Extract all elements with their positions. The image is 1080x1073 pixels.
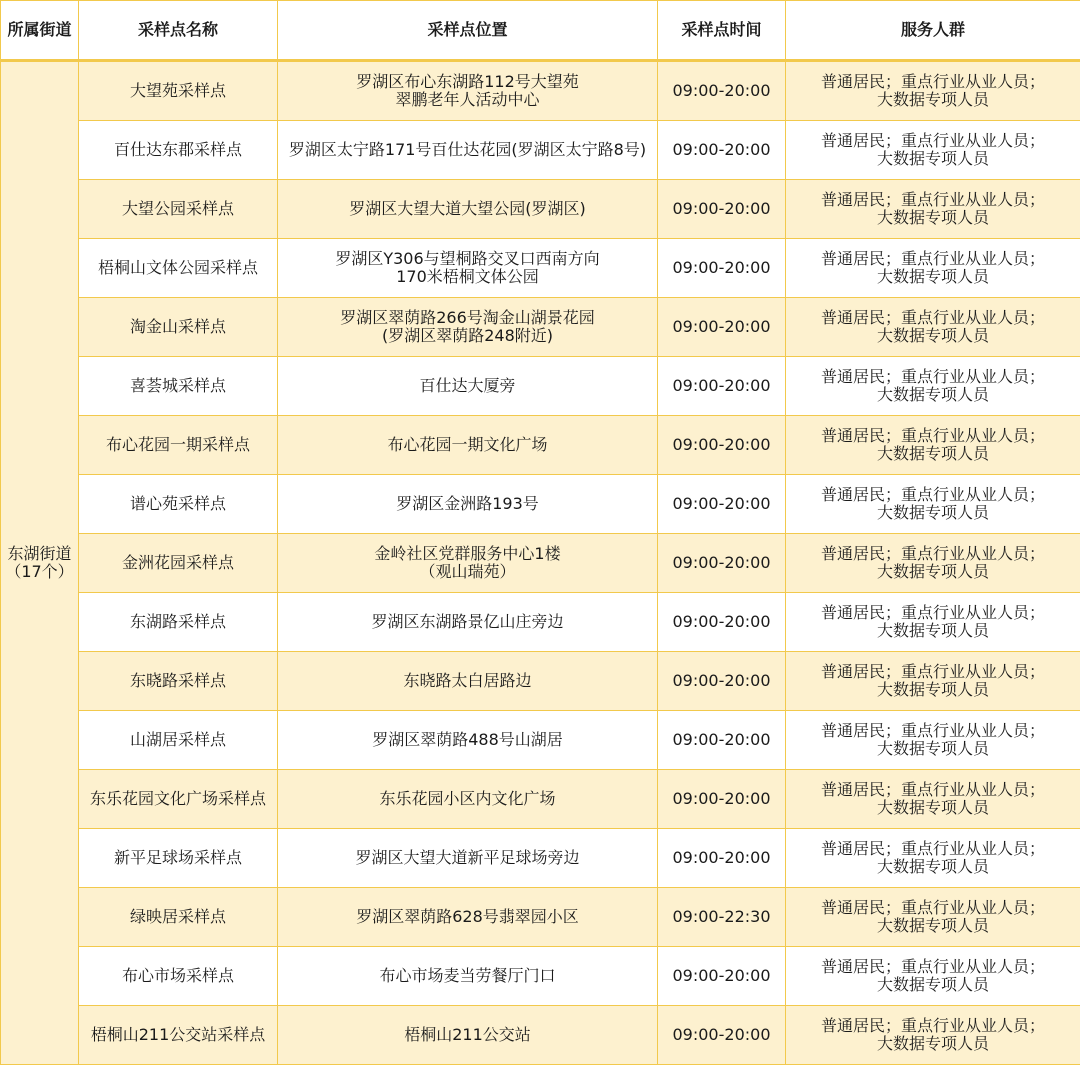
site-time-line: 09:00-20:00: [672, 789, 771, 808]
service-crowd-line: 大数据专项人员: [876, 149, 989, 168]
site-location-line: 东乐花园小区内文化广场: [379, 789, 556, 808]
street-name: 东湖街道: [7, 544, 72, 563]
site-name: [79, 239, 278, 298]
site-time-line: 09:00-20:00: [672, 494, 771, 513]
header-service-crowd: 服务人群: [786, 1, 1080, 61]
table-row: [1, 416, 1080, 475]
site-time: [658, 652, 786, 711]
service-crowd-line: 大数据专项人员: [876, 1034, 989, 1053]
site-name: [79, 357, 278, 416]
table-row: [1, 770, 1080, 829]
table-row: [1, 947, 1080, 1006]
site-location: [278, 239, 658, 298]
header-row: [1, 1, 1080, 61]
site-name-line: 大望公园采样点: [121, 199, 234, 218]
service-crowd: [786, 652, 1080, 711]
service-crowd-line: 普通居民；重点行业从业人员；: [820, 662, 1045, 681]
site-time-line: 09:00-20:00: [672, 199, 771, 218]
site-time: [658, 829, 786, 888]
site-location: [278, 593, 658, 652]
service-crowd: [786, 239, 1080, 298]
site-location: [278, 711, 658, 770]
service-crowd: [786, 711, 1080, 770]
site-name-line: 淘金山采样点: [129, 317, 226, 336]
site-name: [79, 121, 278, 180]
site-time: [658, 711, 786, 770]
site-time: [658, 239, 786, 298]
site-location-line: 东晓路太白居路边: [403, 671, 532, 690]
service-crowd: [786, 770, 1080, 829]
site-name: [79, 593, 278, 652]
site-time: [658, 298, 786, 357]
site-location-line: 布心市场麦当劳餐厅门口: [379, 966, 556, 985]
site-location: [278, 298, 658, 357]
site-time: [658, 416, 786, 475]
service-crowd-line: 普通居民；重点行业从业人员；: [820, 957, 1045, 976]
site-time: [658, 357, 786, 416]
service-crowd-line: 大数据专项人员: [876, 975, 989, 994]
service-crowd-line: 普通居民；重点行业从业人员；: [820, 72, 1045, 91]
service-crowd-line: 大数据专项人员: [876, 326, 989, 345]
site-location: [278, 180, 658, 239]
site-name-line: 大望苑采样点: [129, 81, 226, 100]
site-location-line: 罗湖区翠荫路628号翡翠园小区: [356, 907, 579, 926]
site-name-line: 百仕达东郡采样点: [113, 140, 242, 159]
header-site-time: 采样点时间: [658, 1, 786, 61]
site-location: [278, 1006, 658, 1065]
site-location-line: 金岭社区党群服务中心1楼: [374, 544, 561, 563]
table-row: [1, 888, 1080, 947]
table-row: [1, 357, 1080, 416]
service-crowd-line: 普通居民；重点行业从业人员；: [820, 190, 1045, 209]
site-time-line: 09:00-22:30: [672, 907, 771, 926]
table-row: [1, 121, 1080, 180]
service-crowd-line: 大数据专项人员: [876, 444, 989, 463]
header-site-name: 采样点名称: [79, 1, 278, 61]
service-crowd-line: 普通居民；重点行业从业人员；: [820, 721, 1045, 740]
site-name-line: 东湖路采样点: [129, 612, 226, 631]
site-time-line: 09:00-20:00: [672, 966, 771, 985]
site-location-line: 罗湖区金洲路193号: [396, 494, 539, 513]
site-location-line: （观山瑞苑）: [419, 562, 516, 581]
service-crowd: [786, 121, 1080, 180]
site-location-line: 170米梧桐文体公园: [396, 267, 539, 286]
site-time: [658, 121, 786, 180]
site-location: [278, 61, 658, 121]
table-row: [1, 829, 1080, 888]
site-name-line: 东乐花园文化广场采样点: [89, 789, 266, 808]
site-name: [79, 1006, 278, 1065]
site-name-line: 喜荟城采样点: [129, 376, 226, 395]
site-time: [658, 770, 786, 829]
table-row: [1, 475, 1080, 534]
header-site-location: 采样点位置: [278, 1, 658, 61]
site-name-line: 谱心苑采样点: [129, 494, 226, 513]
site-time-line: 09:00-20:00: [672, 1025, 771, 1044]
site-name: [79, 888, 278, 947]
site-location: [278, 947, 658, 1006]
street-cell: [1, 61, 79, 1065]
service-crowd-line: 普通居民；重点行业从业人员；: [820, 544, 1045, 563]
site-name: [79, 534, 278, 593]
service-crowd-line: 大数据专项人员: [876, 208, 989, 227]
site-location: [278, 357, 658, 416]
service-crowd-line: 普通居民；重点行业从业人员；: [820, 1016, 1045, 1035]
service-crowd-line: 大数据专项人员: [876, 503, 989, 522]
site-time: [658, 475, 786, 534]
service-crowd: [786, 180, 1080, 239]
site-location-line: 梧桐山211公交站: [404, 1025, 531, 1044]
service-crowd-line: 普通居民；重点行业从业人员；: [820, 131, 1045, 150]
site-time-line: 09:00-20:00: [672, 317, 771, 336]
service-crowd: [786, 888, 1080, 947]
site-time: [658, 180, 786, 239]
site-name-line: 梧桐山211公交站采样点: [90, 1025, 266, 1044]
service-crowd: [786, 1006, 1080, 1065]
service-crowd-line: 大数据专项人员: [876, 857, 989, 876]
service-crowd-line: 普通居民；重点行业从业人员；: [820, 367, 1045, 386]
site-time-line: 09:00-20:00: [672, 553, 771, 572]
table-row: [1, 534, 1080, 593]
service-crowd: [786, 416, 1080, 475]
site-time: [658, 61, 786, 121]
site-location: [278, 652, 658, 711]
service-crowd-line: 大数据专项人员: [876, 680, 989, 699]
service-crowd-line: 普通居民；重点行业从业人员；: [820, 426, 1045, 445]
site-location: [278, 475, 658, 534]
site-time-line: 09:00-20:00: [672, 258, 771, 277]
service-crowd: [786, 947, 1080, 1006]
site-time-line: 09:00-20:00: [672, 435, 771, 454]
table-row: [1, 61, 1080, 121]
site-location-line: 罗湖区大望大道新平足球场旁边: [355, 848, 580, 867]
service-crowd-line: 大数据专项人员: [876, 267, 989, 286]
site-time: [658, 947, 786, 1006]
service-crowd-line: 大数据专项人员: [876, 916, 989, 935]
site-name-line: 梧桐山文体公园采样点: [97, 258, 258, 277]
site-location-line: (罗湖区翠荫路248附近): [381, 326, 554, 345]
site-time-line: 09:00-20:00: [672, 376, 771, 395]
site-time-line: 09:00-20:00: [672, 848, 771, 867]
service-crowd: [786, 829, 1080, 888]
service-crowd-line: 普通居民；重点行业从业人员；: [820, 839, 1045, 858]
service-crowd-line: 大数据专项人员: [876, 798, 989, 817]
table-body: [1, 61, 1080, 1065]
service-crowd-line: 普通居民；重点行业从业人员；: [820, 249, 1045, 268]
site-name: [79, 711, 278, 770]
site-location: [278, 770, 658, 829]
table-row: [1, 239, 1080, 298]
table-row: [1, 711, 1080, 770]
service-crowd-line: 普通居民；重点行业从业人员；: [820, 603, 1045, 622]
site-name-line: 东晓路采样点: [129, 671, 226, 690]
site-location: [278, 888, 658, 947]
site-time-line: 09:00-20:00: [672, 140, 771, 159]
service-crowd: [786, 534, 1080, 593]
site-location-line: 翠鹏老年人活动中心: [395, 90, 540, 109]
table-row: [1, 652, 1080, 711]
service-crowd: [786, 61, 1080, 121]
table-row: [1, 1006, 1080, 1065]
service-crowd: [786, 357, 1080, 416]
site-location: [278, 534, 658, 593]
service-crowd-line: 大数据专项人员: [876, 385, 989, 404]
header-street: 所属街道: [1, 1, 79, 61]
service-crowd-line: 大数据专项人员: [876, 562, 989, 581]
site-location-line: 罗湖区翠荫路488号山湖居: [372, 730, 563, 749]
site-name: [79, 61, 278, 121]
service-crowd: [786, 593, 1080, 652]
site-location-line: 罗湖区东湖路景亿山庄旁边: [371, 612, 564, 631]
table-row: [1, 593, 1080, 652]
site-name: [79, 416, 278, 475]
site-location: [278, 416, 658, 475]
site-time: [658, 593, 786, 652]
site-name: [79, 652, 278, 711]
site-time-line: 09:00-20:00: [672, 671, 771, 690]
service-crowd-line: 大数据专项人员: [876, 621, 989, 640]
site-location-line: 罗湖区太宁路171号百仕达花园(罗湖区太宁路8号): [288, 140, 647, 159]
site-location-line: 罗湖区Y306与望桐路交叉口西南方向: [335, 249, 600, 268]
site-location: [278, 829, 658, 888]
site-location: [278, 121, 658, 180]
service-crowd: [786, 475, 1080, 534]
site-location-line: 罗湖区大望大道大望公园(罗湖区): [349, 199, 586, 218]
service-crowd-line: 普通居民；重点行业从业人员；: [820, 898, 1045, 917]
table-row: [1, 180, 1080, 239]
site-name-line: 新平足球场采样点: [113, 848, 242, 867]
street-count: （17个）: [5, 562, 74, 581]
service-crowd: [786, 298, 1080, 357]
site-name: [79, 180, 278, 239]
service-crowd-line: 普通居民；重点行业从业人员；: [820, 485, 1045, 504]
site-time: [658, 1006, 786, 1065]
site-name-line: 布心市场采样点: [121, 966, 234, 985]
site-name: [79, 298, 278, 357]
site-location-line: 罗湖区翠荫路266号淘金山湖景花园: [340, 308, 595, 327]
site-time: [658, 534, 786, 593]
site-name-line: 绿映居采样点: [129, 907, 226, 926]
service-crowd-line: 普通居民；重点行业从业人员；: [820, 780, 1045, 799]
site-time-line: 09:00-20:00: [672, 81, 771, 100]
service-crowd-line: 普通居民；重点行业从业人员；: [820, 308, 1045, 327]
site-name: [79, 475, 278, 534]
table-row: [1, 298, 1080, 357]
site-time: [658, 888, 786, 947]
site-name-line: 布心花园一期采样点: [105, 435, 250, 454]
site-name: [79, 829, 278, 888]
service-crowd-line: 大数据专项人员: [876, 90, 989, 109]
site-time-line: 09:00-20:00: [672, 730, 771, 749]
service-crowd-line: 大数据专项人员: [876, 739, 989, 758]
site-name: [79, 770, 278, 829]
site-name-line: 金洲花园采样点: [121, 553, 234, 572]
site-location-line: 罗湖区布心东湖路112号大望苑: [356, 72, 579, 91]
site-name-line: 山湖居采样点: [129, 730, 226, 749]
site-name: [79, 947, 278, 1006]
site-location-line: 百仕达大厦旁: [419, 376, 516, 395]
site-time-line: 09:00-20:00: [672, 612, 771, 631]
site-location-line: 布心花园一期文化广场: [387, 435, 548, 454]
